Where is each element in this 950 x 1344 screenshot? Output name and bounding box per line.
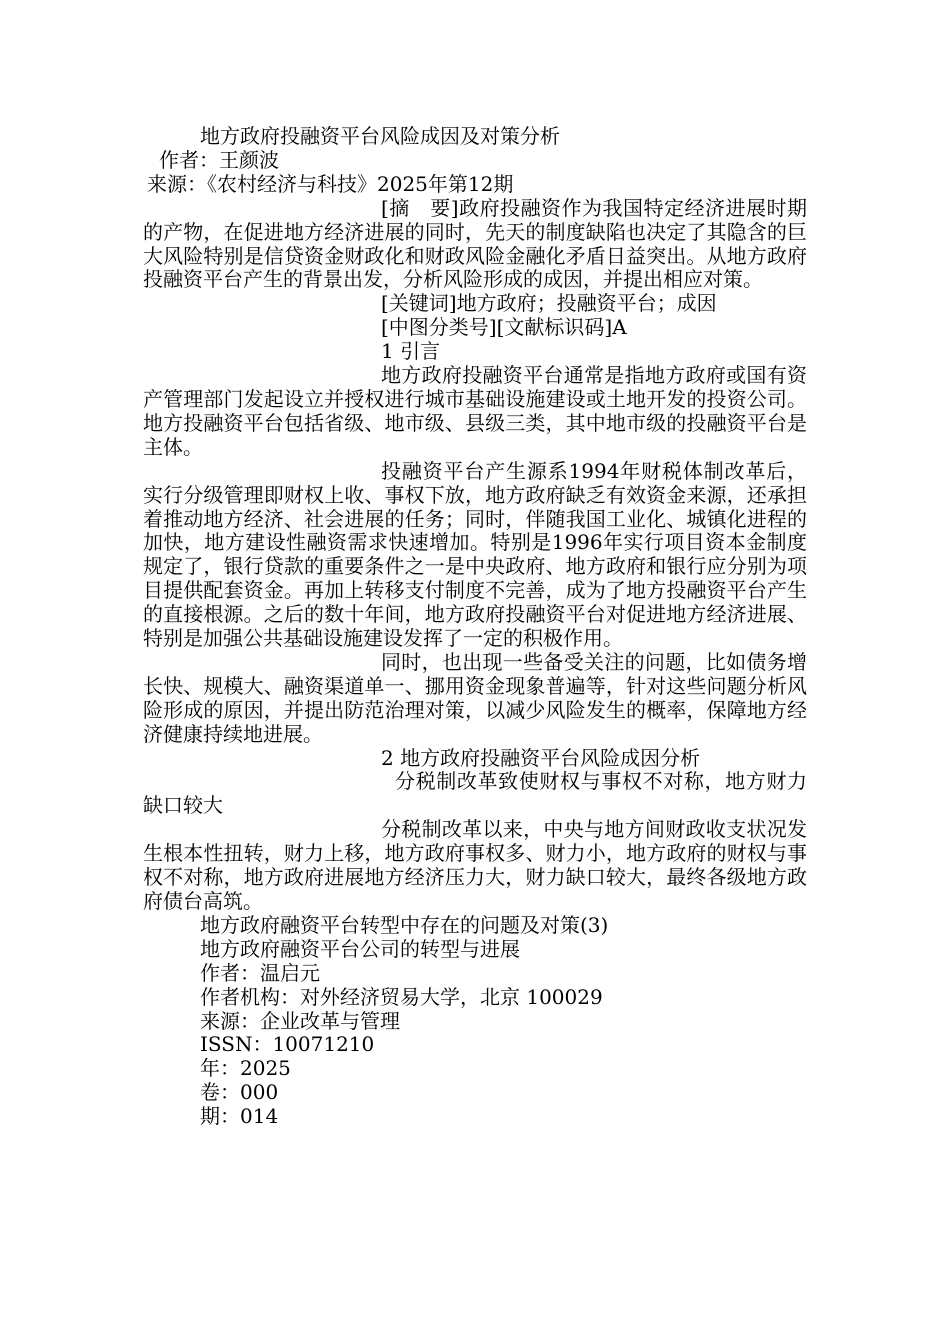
related-subtitle: 地方政府融资平台公司的转型与进展 — [200, 936, 520, 961]
body-paragraph: 地方政府投融资平台通常是指地方政府或国有资产管理部门发起设立并授权进行城市基础设施建设或土地开发的投资公司。地方投融资平台包括省级、地市级、县级三类，其中地市级的投融资平台是主体。 — [143, 363, 807, 459]
section-heading-risk-analysis: 2 地方政府投融资平台风险成因分析 — [381, 745, 701, 770]
body-paragraph: 分税制改革以来，中央与地方间财政收支状况发生根本性扭转，财力上移，地方政府事权多、财力小，地方政府的财权与事权不对称，地方政府进展地方经济压力大，财力缺口较大，最终各级地方政府债台高筑。 — [143, 817, 807, 913]
related-year: 年：2025 — [200, 1056, 291, 1081]
related-issue: 期：014 — [200, 1104, 279, 1129]
subsection-heading: 分税制改革致使财权与事权不对称，地方财力缺口较大 — [143, 769, 807, 818]
abstract-paragraph: [摘 要]政府投融资作为我国特定经济进展时期的产物，在促进地方经济进展的同时，先天的制度缺陷也决定了其隐含的巨大风险特别是信贷资金财政化和财政风险金融化矛盾日益突出。从地方政府投融资平台产生的背景出发，分析风险形成的成因，并提出相应对策。 — [143, 195, 807, 292]
keywords-line: [关键词]地方政府；投融资平台；成因 — [381, 291, 717, 316]
article-author: 作者：王颜波 — [159, 147, 279, 172]
related-volume: 卷：000 — [200, 1080, 279, 1105]
related-institution: 作者机构：对外经济贸易大学，北京 100029 — [200, 984, 603, 1009]
article-source: 来源：《农村经济与科技》2025年第12期 — [147, 171, 514, 196]
classification-line: [中图分类号][文献标识码]A — [381, 315, 627, 340]
related-source: 来源：企业改革与管理 — [200, 1008, 400, 1033]
body-paragraph: 同时，也出现一些备受关注的问题，比如债务增长快、规模大、融资渠道单一、挪用资金现象普遍等，针对这些问题分析风险形成的原因，并提出防范治理对策，以减少风险发生的概率，保障地方经济健康持续地进展。 — [143, 649, 807, 746]
document-page — [143, 125, 807, 1129]
section-heading-introduction: 1 引言 — [381, 339, 441, 364]
related-author: 作者：温启元 — [200, 960, 320, 985]
related-title: 地方政府融资平台转型中存在的问题及对策(3) — [200, 912, 609, 937]
related-issn: ISSN：10071210 — [200, 1032, 375, 1057]
body-paragraph: 投融资平台产生源系1994年财税体制改革后，实行分级管理即财权上收、事权下放，地方政府缺乏有效资金来源，还承担着推动地方经济、社会进展的任务；同时，伴随我国工业化、城镇化进程的加快，地方建设性融资需求快速增加。特别是1996年实行项目资本金制度规定了，银行贷款的重要条件之一是中央政府、地方政府和银行应分别为项目提供配套资金。再加上转移支付制度不完善，成为了地方投融资平台产生的直接根源。之后的数十年间，地方政府投融资平台对促进地方经济进展、特别是加强公共基础设施建设发挥了一定的积极作用。 — [143, 458, 807, 651]
article-title: 地方政府投融资平台风险成因及对策分析 — [200, 124, 560, 148]
